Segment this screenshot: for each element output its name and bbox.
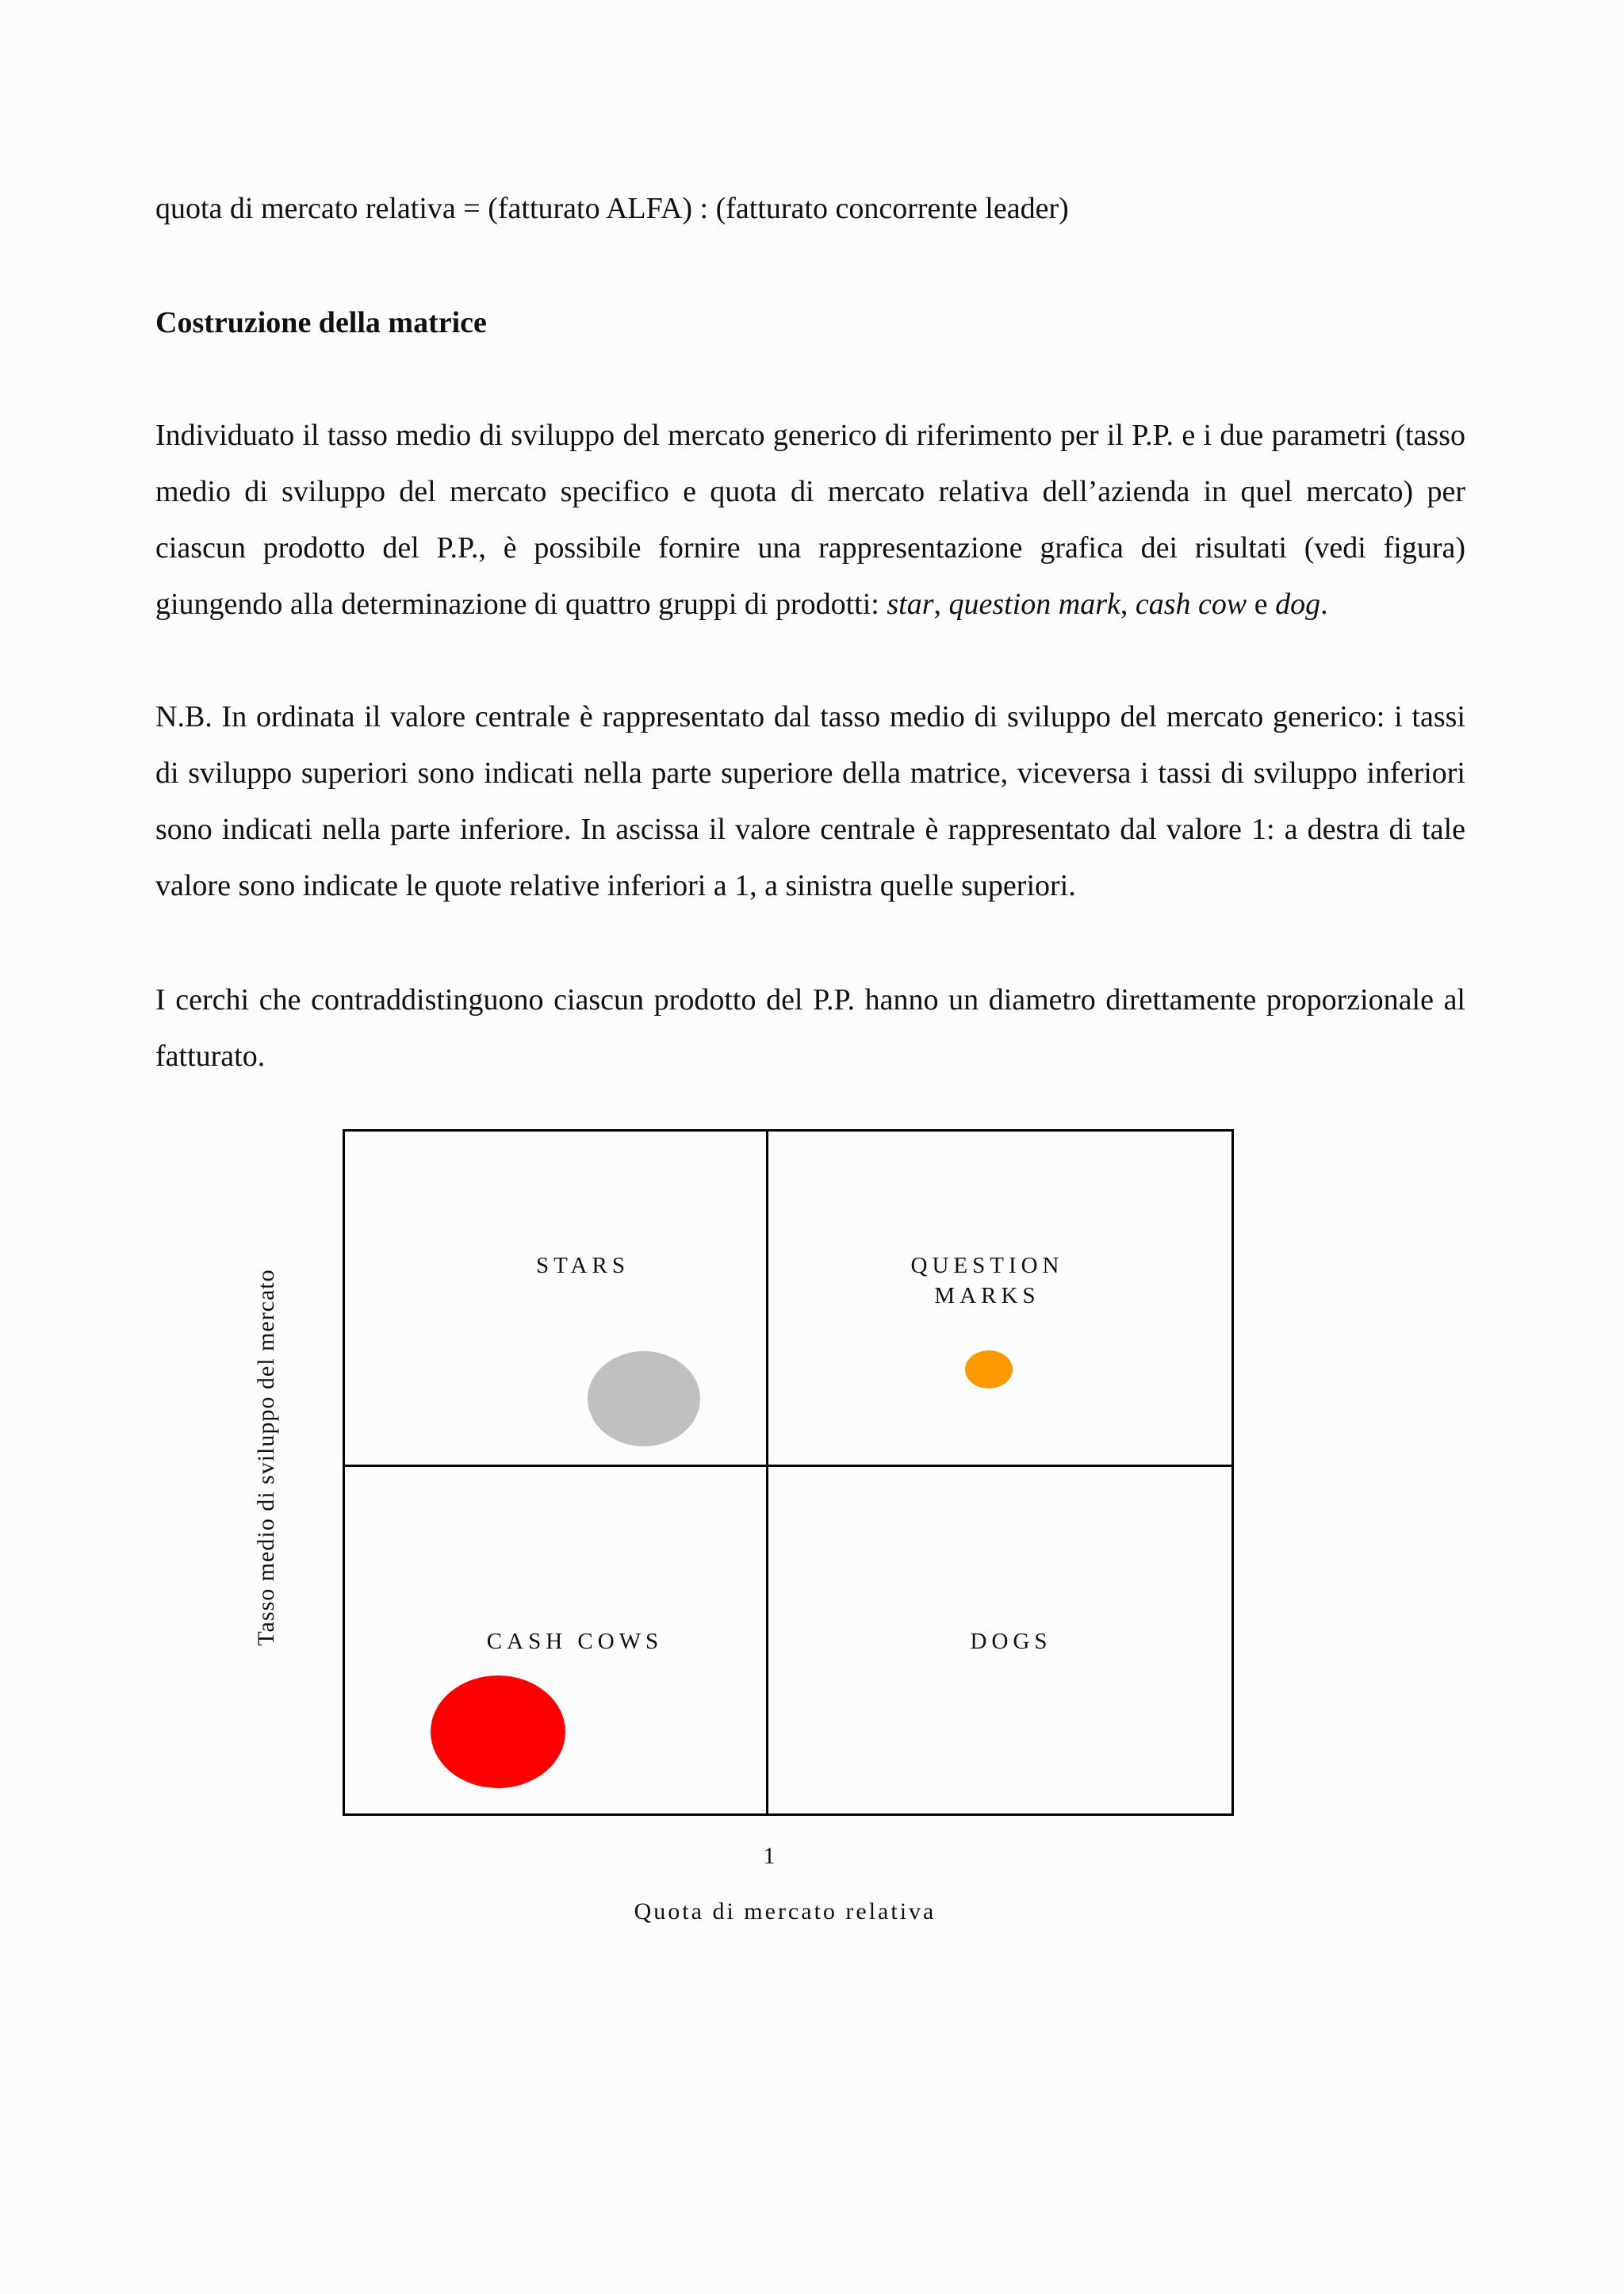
separator: e [1247,588,1276,621]
question-mark-product-bubble [965,1350,1013,1388]
section-heading: Costruzione della matrice [155,306,487,339]
x-axis-center-tick: 1 [763,1843,776,1869]
separator: , [933,588,949,621]
y-axis-label: Tasso medio di sviluppo del mercato [253,1269,279,1646]
paragraph-circles: I cerchi che contraddistinguono ciascun prodotto del P.P. hanno un diametro direttamente proporzionale al fatturato. [155,983,1465,1073]
paragraph-nb: N.B. In ordinata il valore centrale è rappresentato dal tasso medio di sviluppo del mercato generico: i tassi di sviluppo superiori sono indicati nella parte superiore della matrice, viceversa i tassi di sviluppo inferiori sono indicati nella parte inferiore. In ascissa il valore centrale è rappresentato dal valore 1: a destra di tale valore sono indicate le quote relative inferiori a 1, a sinistra quelle superiori. [155,700,1465,902]
quadrant-label-cash-cows: CASH COWS [486,1629,664,1654]
vertical-divider [766,1132,768,1813]
separator: , [1120,588,1136,621]
bcg-matrix [343,1129,1234,1816]
term-dog: dog [1275,588,1321,621]
quadrant-label-stars: STARS [536,1253,630,1278]
x-axis-label: Quota di mercato relativa [634,1898,936,1924]
term-cash-cow: cash cow [1135,588,1247,621]
period: . [1320,588,1328,621]
quadrant-label-question-marks: QUESTION MARKS [910,1253,1064,1308]
horizontal-divider [345,1465,1231,1467]
term-star: star [887,588,934,621]
term-question-mark: question mark [948,588,1120,621]
intro-text: Individuato il tasso medio di sviluppo del mercato generico di riferimento per il P.P. e i due parametri (tasso medio di sviluppo del mercato specifico e quota di mercato relativa dell’azienda in quel mercato) per ciascun prodotto del P.P., è possibile fornire una rappresentazione grafica dei risultati (vedi figura) giungendo alla determinazione di quattro gruppi di prodotti: [155,419,1465,621]
paragraph-intro [155,408,1465,633]
star-product-bubble [588,1351,700,1446]
formula-text: quota di mercato relativa = (fatturato ALFA) : (fatturato concorrente leader) [155,192,1069,225]
cash-cow-product-bubble [431,1676,565,1788]
quadrant-label-dogs: DOGS [970,1629,1052,1654]
